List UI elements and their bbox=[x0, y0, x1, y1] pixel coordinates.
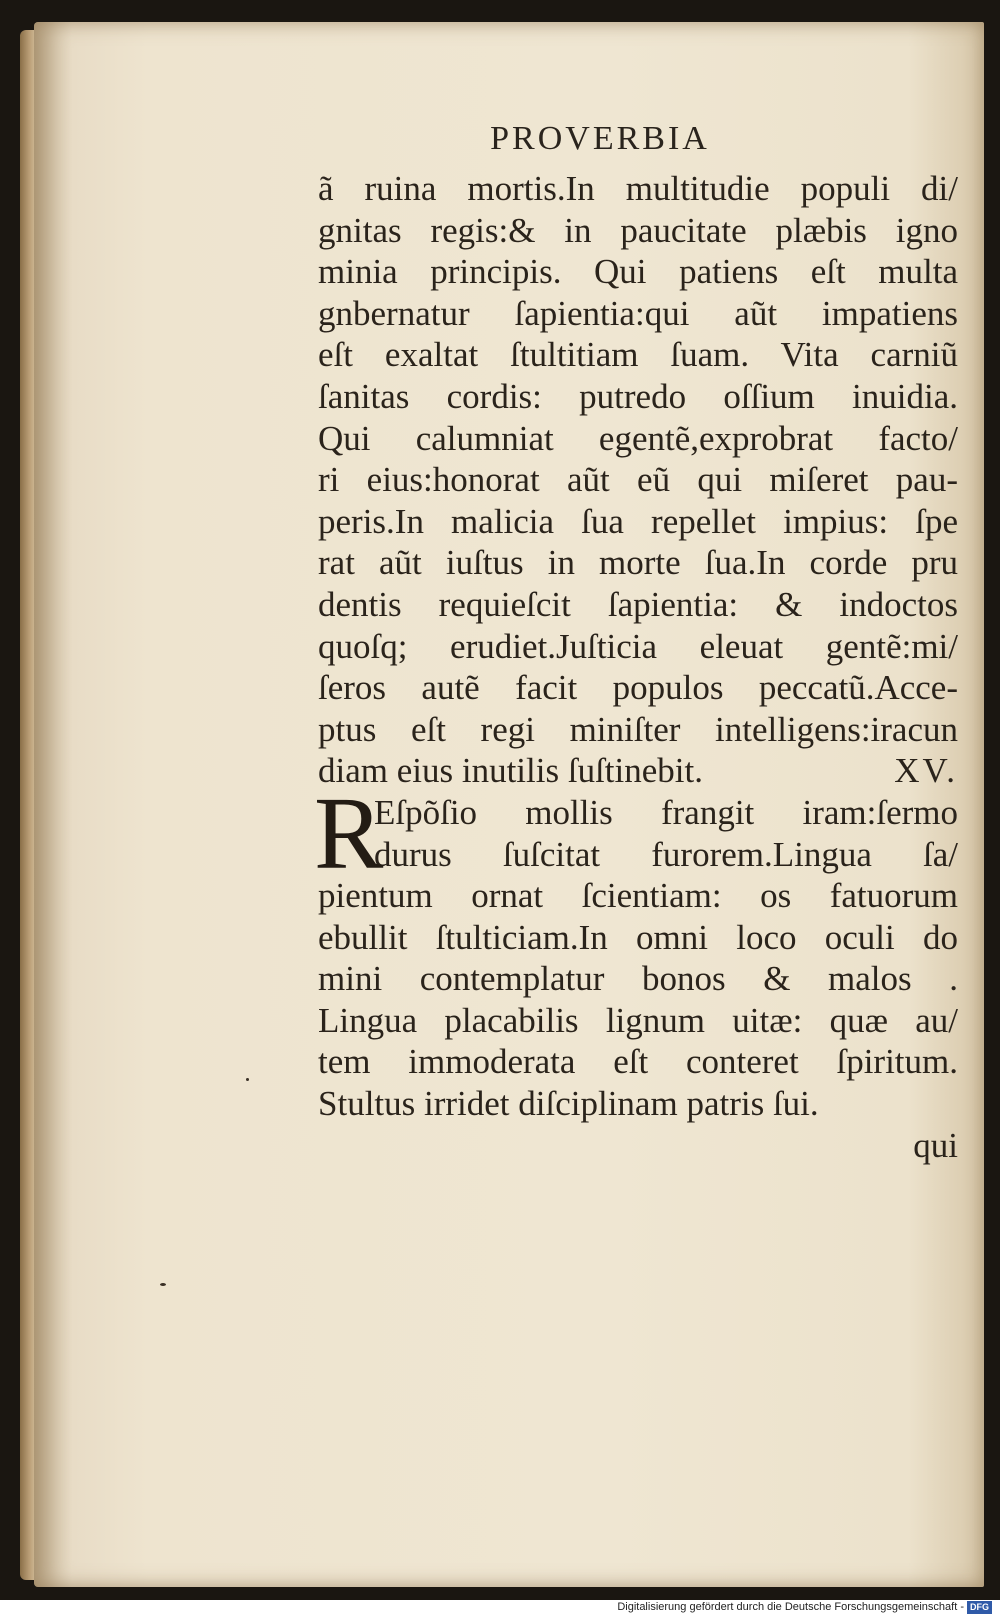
catchword: qui bbox=[913, 1125, 958, 1165]
running-head: PROVERBIA bbox=[490, 120, 710, 157]
text-line: ſanitas cordis: putredo oſſium inuidia. bbox=[318, 376, 958, 416]
text-line: rat aũt iuſtus in morte ſua.In corde pru bbox=[318, 543, 958, 583]
text-line: minia principis. Qui patiens eſt multa bbox=[318, 252, 958, 292]
text-line: diam eius inutilis ſuſtinebit. bbox=[318, 751, 703, 791]
text-line: gnitas regis:& in paucitate plæbis igno bbox=[318, 210, 958, 250]
text-line: Lingua placabilis lignum uitæ: quæ au/ bbox=[318, 1000, 958, 1040]
text-line: pientum ornat ſcientiam: os fatuorum bbox=[318, 876, 958, 916]
text-lines-after bbox=[318, 875, 958, 1125]
chapter-number: XV. bbox=[894, 751, 958, 791]
text-line: dentis requieſcit ſapientia: & indoctos bbox=[318, 584, 958, 624]
ink-speck bbox=[246, 1078, 249, 1081]
digitization-credit bbox=[617, 1600, 992, 1615]
text-lines-initial bbox=[318, 792, 958, 875]
ink-speck bbox=[160, 1283, 166, 1286]
chapter-end-line bbox=[318, 750, 958, 792]
text-line: mini contemplatur bonos & malos . bbox=[318, 959, 958, 999]
text-line: ri eius:honorat aũt eũ qui miſeret pau- bbox=[318, 460, 958, 500]
text-line: tem immoderata eſt conteret ſpiritum. bbox=[318, 1042, 958, 1082]
initial-letter: R bbox=[314, 775, 384, 891]
text-line: quoſq; erudiet.Juſticia eleuat gentẽ:mi/ bbox=[318, 626, 958, 666]
text-line: ebullit ſtulticiam.In omni loco oculi do bbox=[318, 917, 958, 957]
text-line: ptus eſt regi miniſter intelligens:iracun bbox=[318, 709, 958, 749]
footer-text: Digitalisierung gefördert durch die Deutsche Forschungsgemeinschaft - bbox=[617, 1601, 964, 1613]
text-line: eſt exaltat ſtultitiam ſuam. Vita carniũ bbox=[318, 335, 958, 375]
initial-paragraph bbox=[314, 775, 958, 891]
text-line: Qui calumniat egentẽ,exprobrat facto/ bbox=[318, 418, 958, 458]
dfg-logo: DFG bbox=[967, 1601, 992, 1614]
text-line: Eſpõſio mollis frangit iram:ſermo bbox=[374, 792, 958, 832]
text-line: ſeros autẽ facit populos peccatũ.Acce- bbox=[318, 668, 958, 708]
text-line: durus ſuſcitat furorem.Lingua ſa/ bbox=[374, 834, 958, 874]
text-line: ã ruina mortis.In multitudie populi di/ bbox=[318, 169, 958, 208]
text-block bbox=[314, 168, 958, 1166]
text-lines-before bbox=[318, 168, 958, 750]
text-line: peris.In malicia ſua repellet impius: ſpe bbox=[318, 501, 958, 541]
text-line: gnbernatur ſapientia:qui aũt impatiens bbox=[318, 293, 958, 333]
text-line: Stultus irridet diſciplinam patris ſui. bbox=[318, 1084, 819, 1124]
